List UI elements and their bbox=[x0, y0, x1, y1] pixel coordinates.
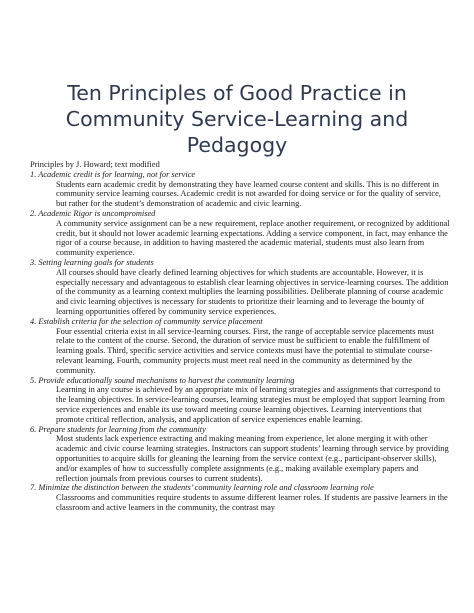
principle-text: Students earn academic credit by demonstrating they have learned course content and skills. This is no different in community service learning courses. Academic credit is not awarded for doing service or for the quality of service, but rather for the student’s demonstration of academic and civic learning. bbox=[56, 179, 441, 209]
principle-heading: 2. Academic Rigor is uncompromised bbox=[30, 208, 156, 218]
principle-heading: 1. Academic credit is for learning, not for service bbox=[30, 169, 196, 179]
intro-line: Principles by J. Howard; text modified bbox=[30, 160, 160, 169]
principle-2 bbox=[30, 209, 450, 258]
principle-text: Classrooms and communities require students to assume different learner roles. If students are passive learners in the classroom and active learners in the community, the contrast may bbox=[56, 493, 448, 512]
principle-6 bbox=[30, 425, 450, 484]
title-line-3: Pedagogy bbox=[186, 132, 288, 157]
principle-3 bbox=[30, 258, 450, 317]
principle-text: Learning in any course is achieved by an appropriate mix of learning strategies and assignments that correspond to the learning objectives. In service-learning courses, learning strategies must be employed that support learning from service experiences and enable its use toward meeting course learning objectives. Learning interventions that promote critical reflection, analysis, and application of service experiences enable learning. bbox=[56, 385, 445, 424]
principle-heading: 4. Establish criteria for the selection of community service placement bbox=[30, 316, 263, 326]
title-line-1: Ten Principles of Good Practice in bbox=[67, 80, 407, 105]
principle-text: Most students lack experience extracting and making meaning from experience, let alone merging it with other academic and civic course learning strategies. Instructors can support students’ learning through service by providing opportunities to acquire skills for gleaning the learning from the service context (e.g., participant-observer skills), and/or examples of how to successfully complete assignments (e.g., making available exemplary papers and reflection journals from previous courses to current students). bbox=[56, 434, 449, 483]
principle-4 bbox=[30, 317, 450, 376]
title-line-2: Community Service-Learning and bbox=[65, 106, 409, 131]
principle-heading: 3. Setting learning goals for students bbox=[30, 257, 154, 267]
document-title bbox=[40, 80, 434, 158]
principle-text: A community service assignment can be a new requirement, replace another requirement, or recognized by additional credit, but it should not lower academic learning expectations. Adding a service component, in fact, may enhance the rigor of a course because, in addition to having mastered the academic material, students must also learn from community experience. bbox=[56, 218, 450, 258]
principle-heading: 7. Minimize the distinction between the students’ community learning role and classroom learning role bbox=[30, 483, 374, 493]
principle-5 bbox=[30, 376, 450, 425]
principle-text: Four essential criteria exist in all service-learning courses. First, the range of acceptable service placements must relate to the content of the course. Second, the duration of service must be sufficient to enable the fulfillment of learning goals. Third, specific service activities and service contexts must have the potential to stimulate course-relevant learning. Fourth, community projects must meet real need in the community as determined by the community. bbox=[56, 326, 434, 375]
principle-heading: 5. Provide educationally sound mechanisms to harvest the community learning bbox=[30, 375, 295, 385]
document-body bbox=[30, 160, 450, 513]
principle-heading: 6. Prepare students for learning from the community bbox=[30, 424, 206, 434]
principle-1 bbox=[30, 170, 450, 209]
principle-7 bbox=[30, 483, 450, 512]
principle-text: All courses should have clearly defined learning objectives for which students are accountable. However, it is especially necessary and advantageous to establish clear learning objectives in service-learning courses. The addition of the community as a learning context multiplies the learning possibilities. Deliberate planning of course academic and civic learning objectives is necessary for students to prioritize their learning and to leverage the bounty of learning opportunities offered by community service experiences. bbox=[56, 267, 449, 316]
